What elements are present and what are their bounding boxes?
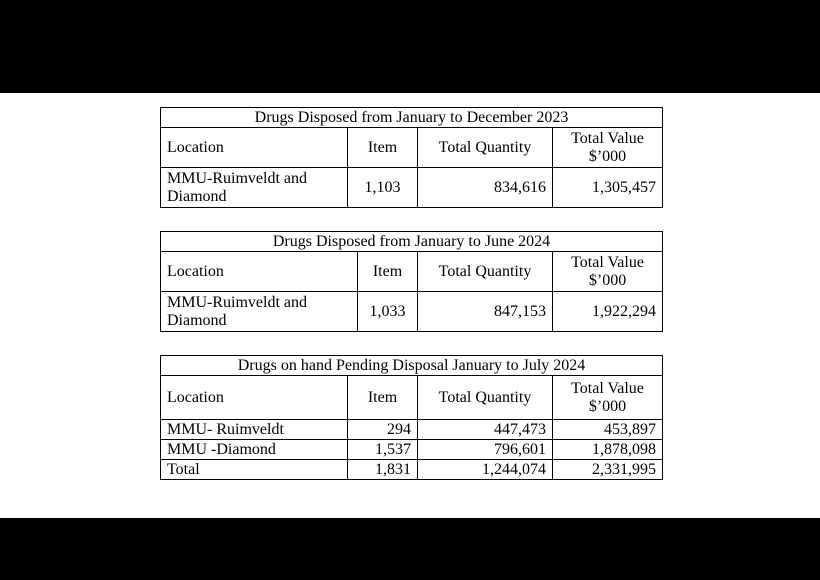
document-page [0,93,820,518]
header-total-quantity: Total Quantity [418,128,553,168]
header-total-value-line1: Total Value [571,253,644,271]
table-row [161,168,663,208]
table-title: Drugs Disposed from January to June 2024 [161,232,663,252]
table-disposed-2023 [160,107,663,208]
header-item: Item [358,252,418,292]
header-total-value [553,376,663,420]
cell-location: Total [161,460,348,480]
cell-value: 1,922,294 [553,292,663,332]
cell-item: 1,537 [348,440,418,460]
header-total-value-line1: Total Value [571,379,644,397]
header-total-value [553,128,663,168]
cell-item: 294 [348,420,418,440]
header-item: Item [348,128,418,168]
cell-item: 1,033 [358,292,418,332]
table-row-total [161,460,663,480]
table-title: Drugs Disposed from January to December 2023 [161,108,663,128]
table-row [161,420,663,440]
header-location: Location [161,252,358,292]
header-location: Location [161,376,348,420]
table-title: Drugs on hand Pending Disposal January to July 2024 [161,356,663,376]
cell-value: 453,897 [553,420,663,440]
header-total-value [553,252,663,292]
header-total-quantity: Total Quantity [418,252,553,292]
cell-location: MMU-Ruimveldt and Diamond [161,292,358,332]
cell-location: MMU-Ruimveldt and Diamond [161,168,348,208]
cell-quantity: 847,153 [418,292,553,332]
cell-quantity: 1,244,074 [418,460,553,480]
header-total-value-line2: $’000 [588,397,627,415]
cell-quantity: 834,616 [418,168,553,208]
header-total-value-line2: $’000 [588,271,627,289]
header-total-value-line1: Total Value [571,129,644,147]
table-disposed-2024 [160,231,663,332]
header-total-quantity: Total Quantity [418,376,553,420]
cell-value: 1,878,098 [553,440,663,460]
cell-location: MMU- Ruimveldt [161,420,348,440]
table-pending-disposal [160,355,663,480]
table-row [161,440,663,460]
cell-location: MMU -Diamond [161,440,348,460]
header-item: Item [348,376,418,420]
cell-quantity: 796,601 [418,440,553,460]
cell-item: 1,831 [348,460,418,480]
cell-item: 1,103 [348,168,418,208]
cell-quantity: 447,473 [418,420,553,440]
header-location: Location [161,128,348,168]
cell-value: 2,331,995 [553,460,663,480]
cell-value: 1,305,457 [553,168,663,208]
table-row [161,292,663,332]
header-total-value-line2: $’000 [588,147,627,165]
